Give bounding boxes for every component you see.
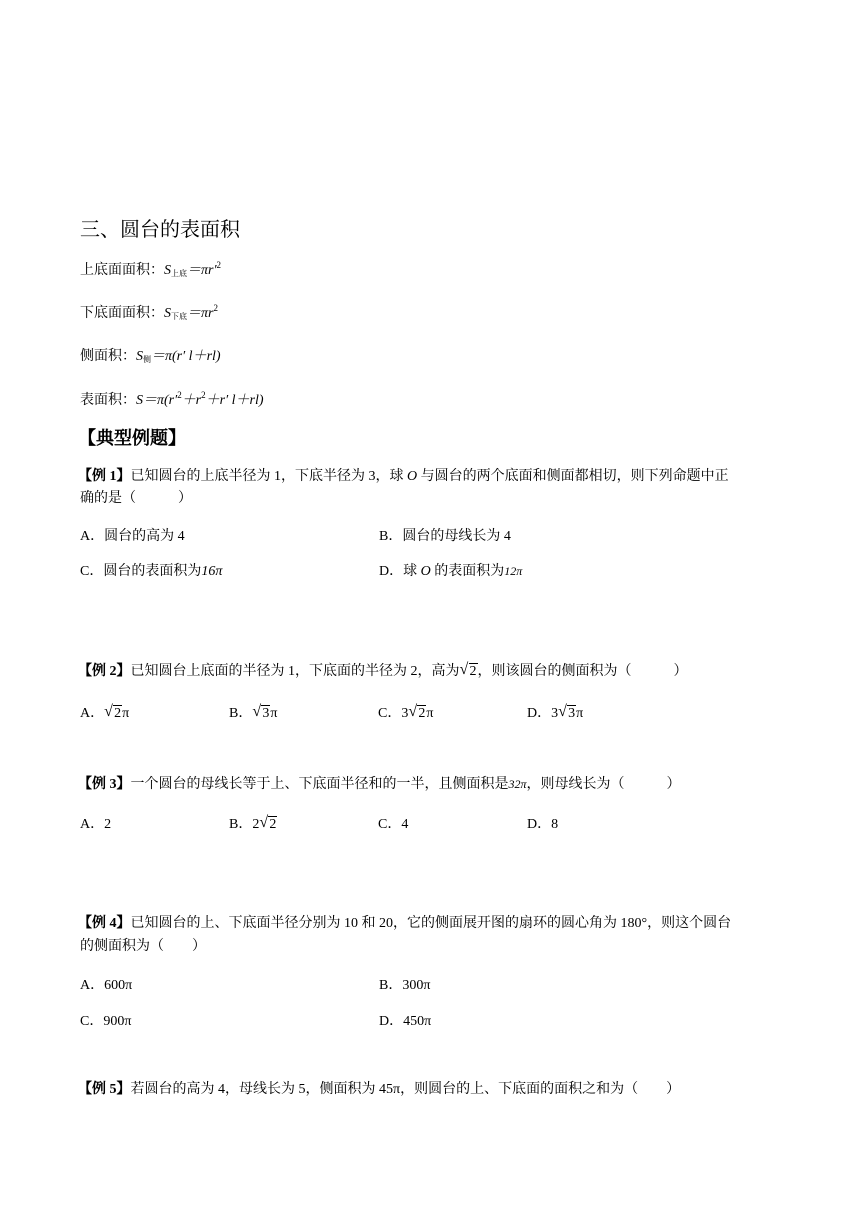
formula-superscript: 2 [216,260,222,270]
option-tail: π [122,706,130,721]
example-tag: 【例 2】 [78,664,131,679]
option-label: B． [229,706,253,721]
question-text: 一个圆台的母线长等于上、下底面半径和的一半，且侧面积是 [130,777,509,792]
coefficient: 2 [252,817,260,832]
formula-subscript: 下底 [171,312,187,321]
formula-part: S＝π(r′ [136,393,178,408]
formula-subscript: 上底 [171,269,187,278]
ex1-option-b: B．圆台的母线长为 4 [379,529,511,544]
radicand: 3 [568,706,576,721]
ex2-option-a [80,702,129,722]
formula-superscript: 2 [201,390,206,400]
option-label: D． [527,706,552,721]
example-1-line-1 [78,465,729,485]
question-text: 已知圆台的上底半径为 1，下底半径为 3，球 [130,469,407,484]
math-value: 12π [504,564,523,578]
question-text: 已知圆台上底面的半径为 1，下底面的半径为 2，高为 [130,664,460,679]
formula-label: 侧面积： [80,349,136,364]
formula-subscript: 侧 [143,355,151,364]
question-text: 与圆台的两个底面和侧面都相切，则下列命题中正 [417,469,729,484]
ex1-option-d [379,560,522,580]
coefficient: 3 [551,706,559,721]
radicand: 2 [418,706,426,721]
formula-symbol: S [164,263,171,278]
example-tag: 【例 5】 [78,1082,131,1097]
ex3-option-b [229,813,277,833]
ex3-option-c: C．4 [378,817,409,832]
math-symbol: O [420,564,431,579]
formula-lower-base [80,302,218,322]
option-label: C． [378,706,402,721]
formula-label: 下底面面积： [80,306,164,321]
formula-upper-base [80,259,221,279]
formula-part: ＋r′ l＋rl) [205,393,264,408]
ex2-option-c [378,702,433,722]
ex3-option-d: D．8 [527,817,559,832]
ex4-option-b: B．300π [379,978,431,993]
question-text: ，则该圆台的侧面积为（ ） [477,664,688,679]
sqrt-expression [252,706,270,722]
coefficient: 3 [401,706,409,721]
formula-label: 表面积： [80,393,136,408]
example-4-line-1 [78,912,731,932]
formula-lateral [80,345,221,365]
option-text: 的表面积为 [430,564,505,579]
radicand: 2 [114,706,122,721]
radicand: 2 [269,817,277,832]
formula-rhs: ＝π(r′ l＋rl) [151,349,221,364]
sqrt-expression [259,817,277,833]
option-text: C．圆台的表面积为 [80,564,202,579]
math-symbol: O [407,469,418,484]
radicand: 3 [262,706,270,721]
ex3-option-a: A．2 [80,817,112,832]
math-value: 16π [201,564,223,579]
example-2-line-1 [78,660,688,680]
option-tail: π [426,706,434,721]
example-tag: 【例 3】 [78,777,131,792]
section-title: 三、圆台的表面积 [80,219,240,241]
ex1-option-c [80,560,222,580]
sqrt-expression [104,706,122,722]
question-text: 已知圆台的上、下底面半径分别为 10 和 20，它的侧面展开图的扇环的圆心角为 180°，则这个圆台 [130,916,732,931]
example-tag: 【例 4】 [78,916,131,931]
math-value: 32π [508,777,527,791]
example-3-line-1 [78,773,681,793]
formula-superscript: 2 [213,303,218,313]
sqrt-expression [558,706,576,722]
option-tail: π [270,706,278,721]
example-5-line-1 [78,1078,680,1098]
formula-part: ＋r [181,393,202,408]
formula-symbol: S [164,306,171,321]
ex1-option-a: A．圆台的高为 4 [80,529,185,544]
radicand: 2 [469,664,477,679]
formula-surface [80,389,264,409]
example-tag: 【例 1】 [78,469,131,484]
question-text: 若圆台的高为 4，母线长为 5，侧面积为 45π，则圆台的上、下底面的面积之和为（ ） [130,1082,681,1097]
ex2-option-d [527,702,583,722]
formula-superscript: 2 [177,390,182,400]
formula-rhs: ＝πr [187,306,214,321]
formula-rhs: ＝πr′ [187,263,217,278]
sqrt-expression [460,664,478,680]
ex4-option-a: A．600π [80,978,133,993]
ex2-option-b [229,702,277,722]
question-text: ，则母线长为（ ） [526,777,681,792]
sqrt-expression [408,706,426,722]
examples-heading: 【典型例题】 [78,428,186,448]
option-label: A． [80,706,105,721]
option-text: D．球 [379,564,421,579]
example-1-line-2: 确的是（ ） [80,491,192,506]
option-label: B． [229,817,253,832]
ex4-option-c: C．900π [80,1014,132,1029]
option-tail: π [576,706,584,721]
ex4-option-d: D．450π [379,1014,432,1029]
example-4-line-2: 的侧面积为（ ） [80,939,206,954]
formula-symbol: S [136,349,143,364]
formula-label: 上底面面积： [80,263,164,278]
